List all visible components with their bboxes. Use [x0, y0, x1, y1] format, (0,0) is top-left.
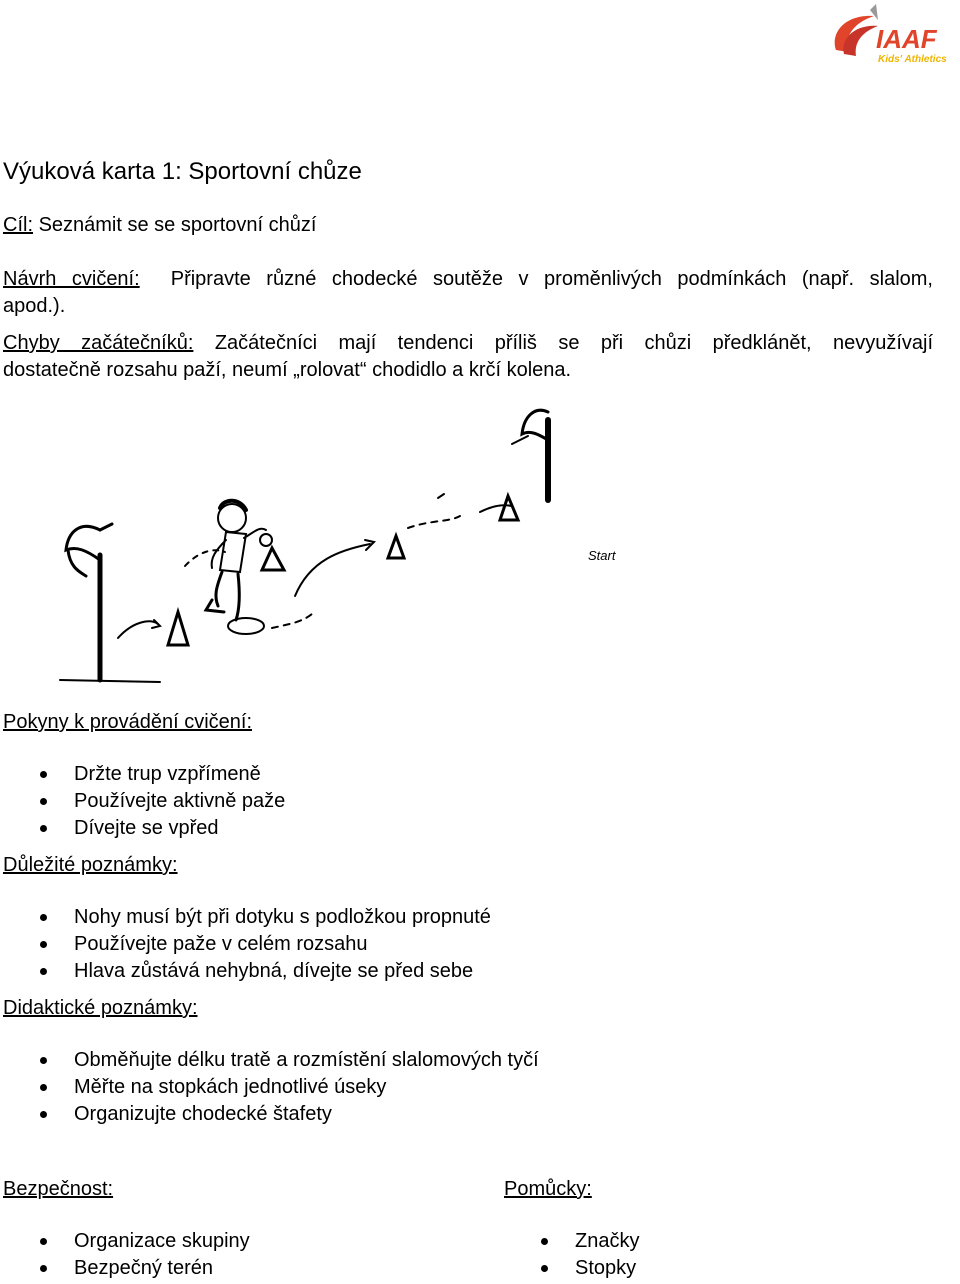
list-item: Bezpečný terén [3, 1255, 250, 1282]
list-item: Dívejte se vpřed [3, 815, 285, 842]
illustration-start-label: Start [588, 548, 616, 563]
logo-wordmark: IAAF [876, 24, 937, 54]
list-item: Nohy musí být při dotyku s podložkou propnuté [3, 904, 491, 931]
important-heading: Důležité poznámky: [3, 854, 178, 876]
goal-text: Seznámit se se sportovní chůzí [38, 214, 317, 236]
mistakes-text-2: dostatečně rozsahu paží, neumí „rolovat“ chodidlo a krčí kolena. [3, 359, 572, 381]
list-item: Používejte paže v celém rozsahu [3, 931, 491, 958]
safety-heading: Bezpečnost: [3, 1178, 114, 1200]
equipment-list [504, 1228, 639, 1282]
exercise-text-1: Připravte různé chodecké soutěže v proměnlivých podmínkách (např. slalom, [170, 268, 933, 290]
instructions-heading: Pokyny k provádění cvičení: [3, 711, 253, 733]
mistakes-label: Chyby začátečníků: [3, 332, 194, 354]
instructions-list [3, 761, 285, 842]
list-item: Měřte na stopkách jednotlivé úseky [3, 1074, 539, 1101]
goal-label: Cíl: [3, 214, 33, 236]
list-item: Značky [504, 1228, 639, 1255]
list-item: Hlava zůstává nehybná, dívejte se před sebe [3, 958, 491, 985]
mistakes-line-1 [3, 330, 933, 357]
list-item: Používejte aktivně paže [3, 788, 285, 815]
list-item: Organizujte chodecké štafety [3, 1101, 539, 1128]
mistakes-text-1: Začátečníci mají tendenci příliš se při chůzi předklánět, nevyužívají [214, 332, 934, 354]
page-title: Výuková karta 1: Sportovní chůze [3, 158, 362, 185]
list-item: Stopky [504, 1255, 639, 1282]
exercise-line-1 [3, 266, 933, 293]
iaaf-kids-athletics-logo [826, 2, 958, 66]
equipment-heading: Pomůcky: [504, 1178, 592, 1200]
didactic-list [3, 1047, 539, 1128]
exercise-text-2: apod.). [3, 295, 66, 317]
list-item: Držte trup vzpřímeně [3, 761, 285, 788]
didactic-heading: Didaktické poznámky: [3, 997, 198, 1019]
list-item: Organizace skupiny [3, 1228, 250, 1255]
goal-line [3, 212, 316, 239]
exercise-label: Návrh cvičení: [3, 268, 140, 290]
important-list [3, 904, 491, 985]
logo-tagline: Kids' Athletics [878, 54, 947, 65]
slalom-walking-illustration [40, 400, 640, 690]
safety-list [3, 1228, 250, 1282]
list-item: Obměňujte délku tratě a rozmístění slalomových tyčí [3, 1047, 539, 1074]
